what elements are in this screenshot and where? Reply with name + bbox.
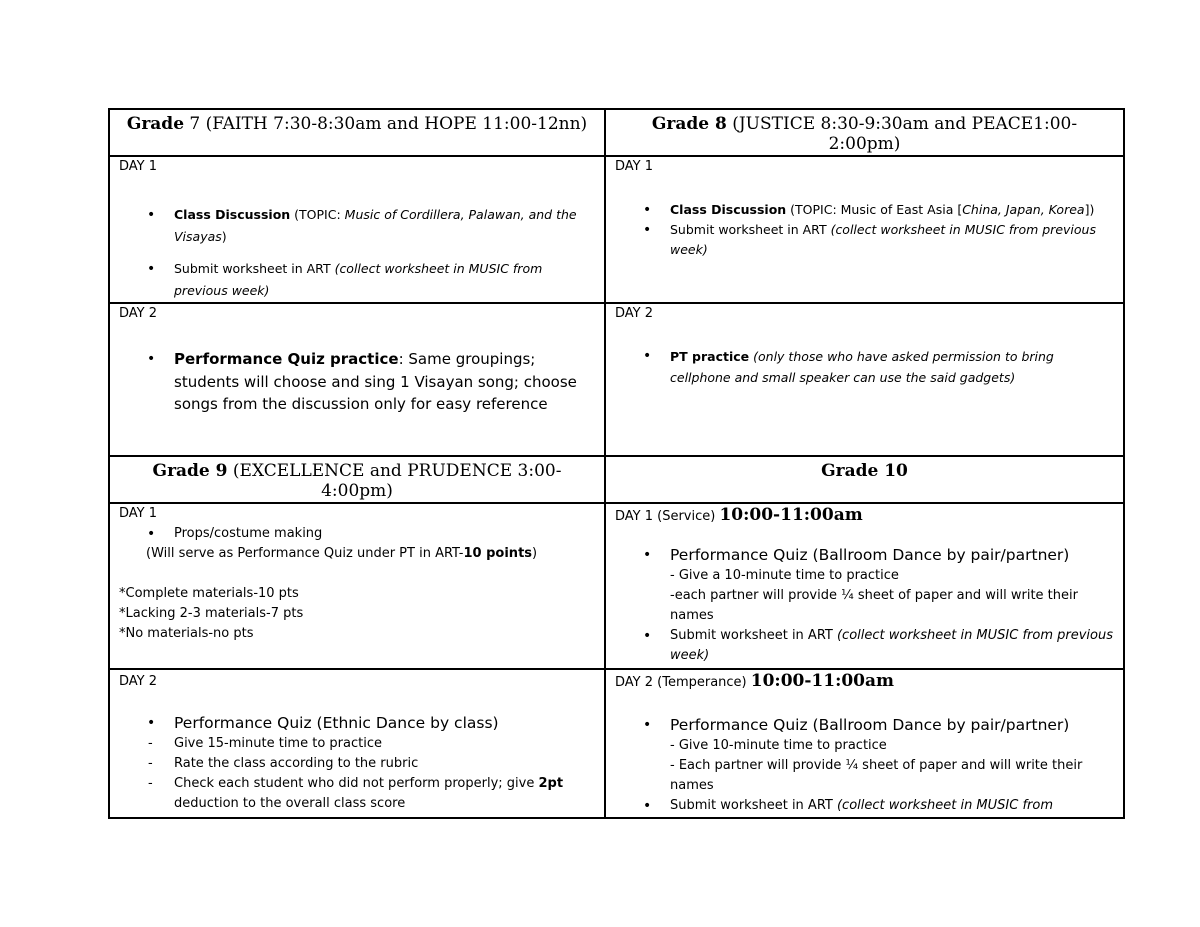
italic-text: (collect worksheet in MUSIC from previous week) bbox=[670, 628, 1113, 663]
sub-line: - Each partner will provide ¼ sheet of paper and will write their names bbox=[670, 758, 1083, 793]
italic-text: (only those who have asked permission to bring cellphone and small speaker can use the said gadgets) bbox=[670, 349, 1054, 385]
text: deduction to the overall class score bbox=[174, 796, 406, 811]
points-line: *No materials-no pts bbox=[119, 626, 254, 641]
grade10-day2-list bbox=[606, 714, 1123, 736]
points-line: *Lacking 2-3 materials-7 pts bbox=[119, 606, 304, 621]
day-label bbox=[606, 504, 1123, 528]
dash-item: - Give 15-minute time to practice bbox=[110, 734, 604, 754]
text: ]) bbox=[1084, 202, 1095, 217]
list-item bbox=[110, 204, 604, 248]
grade8-day1-cell bbox=[605, 156, 1124, 303]
list-item bbox=[606, 626, 1123, 666]
grade7-header bbox=[109, 109, 605, 156]
grade7-header-text: 7 (FAITH 7:30-8:30am and HOPE 11:00-12nn) bbox=[184, 114, 588, 134]
grade8-day2-cell bbox=[605, 303, 1124, 456]
bold-text: 2pt bbox=[538, 776, 564, 791]
grade9-header-text: (EXCELLENCE and PRUDENCE 3:00-4:00pm) bbox=[227, 461, 562, 501]
grade7-day1-list bbox=[110, 204, 604, 302]
grade10-day1-list2 bbox=[606, 626, 1123, 666]
schedule-table bbox=[108, 108, 1125, 819]
grade9-day2-dash-list bbox=[110, 734, 604, 814]
list-item bbox=[606, 220, 1123, 260]
grade8-header-bold: Grade 8 bbox=[651, 114, 727, 134]
dash-item bbox=[110, 774, 604, 814]
day-label: DAY 2 bbox=[615, 306, 654, 321]
grade8-header bbox=[605, 109, 1124, 156]
day-label bbox=[606, 670, 1123, 694]
text: Submit worksheet in ART bbox=[670, 222, 831, 237]
day-label: DAY 2 bbox=[119, 674, 158, 689]
sub-line: - Give a 10-minute time to practice bbox=[670, 568, 899, 583]
list-item: • Performance Quiz (Ethnic Dance by class) bbox=[110, 712, 604, 734]
grade7-day2-list bbox=[110, 348, 604, 416]
day-label-text: DAY 2 (Temperance) bbox=[615, 675, 751, 690]
bold-text: 10 points bbox=[463, 546, 533, 561]
day-label-text: DAY 1 (Service) bbox=[615, 509, 720, 524]
grade9-day2-cell bbox=[109, 669, 605, 818]
day-label: DAY 1 bbox=[119, 159, 158, 174]
bold-text: Performance Quiz practice bbox=[174, 350, 399, 368]
bold-text: PT practice bbox=[670, 349, 750, 364]
grade9-day1-list bbox=[110, 524, 604, 544]
grade8-header-text: (JUSTICE 8:30-9:30am and PEACE1:00-2:00pm) bbox=[726, 114, 1078, 154]
list-item: • Performance Quiz (Ballroom Dance by pair/partner) bbox=[606, 714, 1123, 736]
italic-text: (collect worksheet in MUSIC from previous week) bbox=[174, 261, 543, 298]
grade9-header bbox=[109, 456, 605, 503]
list-item: • Props/costume making bbox=[110, 524, 604, 544]
bold-text: Class Discussion bbox=[670, 202, 787, 217]
grade9-day2-list bbox=[110, 712, 604, 734]
grade8-day2-list bbox=[606, 346, 1123, 388]
sub-line: -each partner will provide ¼ sheet of paper and will write their names bbox=[670, 588, 1078, 623]
bold-text: Class Discussion bbox=[174, 207, 291, 222]
grade8-day1-list bbox=[606, 200, 1123, 260]
time-text: 10:00-11:00am bbox=[750, 671, 895, 691]
list-item bbox=[606, 200, 1123, 220]
italic-text: China, Japan, Korea bbox=[962, 202, 1085, 217]
day-label: DAY 2 bbox=[119, 306, 158, 321]
grade10-header bbox=[605, 456, 1124, 503]
text: Check each student who did not perform properly; give bbox=[174, 776, 539, 791]
text: (Will serve as Performance Quiz under PT in ART- bbox=[146, 546, 464, 561]
list-item bbox=[110, 348, 604, 416]
grade10-header-bold: Grade 10 bbox=[821, 461, 908, 481]
text: ) bbox=[532, 546, 538, 561]
list-item: • Performance Quiz (Ballroom Dance by pair/partner) bbox=[606, 544, 1123, 566]
grade7-day2-cell bbox=[109, 303, 605, 456]
time-text: 10:00-11:00am bbox=[719, 505, 863, 525]
sub-line: - Give 10-minute time to practice bbox=[670, 738, 887, 753]
grade9-day1-cell bbox=[109, 503, 605, 669]
grade7-day1-cell bbox=[109, 156, 605, 303]
points-line: *Complete materials-10 pts bbox=[119, 586, 299, 601]
italic-text: Music of Cordillera, Palawan, and the Visayas bbox=[174, 207, 577, 244]
text: Submit worksheet in ART bbox=[670, 628, 837, 643]
grade10-day1-cell bbox=[605, 503, 1124, 669]
grade7-header-bold: Grade bbox=[126, 114, 185, 134]
day-label: DAY 1 bbox=[615, 159, 654, 174]
list-item bbox=[606, 796, 1123, 816]
italic-text: (collect worksheet in MUSIC from previous week) bbox=[670, 222, 1096, 257]
day-label: DAY 1 bbox=[119, 506, 158, 521]
list-item bbox=[606, 346, 1123, 388]
grade10-day1-list bbox=[606, 544, 1123, 566]
text: : Same groupings; students will choose and sing 1 Visayan song; choose songs from the discussion only for easy reference bbox=[174, 350, 577, 413]
dash-item: - Rate the class according to the rubric bbox=[110, 754, 604, 774]
text: ) bbox=[221, 229, 227, 244]
grade10-day2-cell bbox=[605, 669, 1124, 818]
list-item bbox=[110, 258, 604, 302]
grade10-day2-list2 bbox=[606, 796, 1123, 816]
text: Submit worksheet in ART bbox=[670, 798, 837, 813]
text: Submit worksheet in ART bbox=[174, 261, 335, 276]
grade9-header-bold: Grade 9 bbox=[152, 461, 228, 481]
grade9-note bbox=[110, 544, 604, 564]
text: (TOPIC: bbox=[290, 207, 345, 222]
italic-text: (collect worksheet in MUSIC from bbox=[836, 798, 1054, 813]
text: (TOPIC: Music of East Asia [ bbox=[786, 202, 963, 217]
